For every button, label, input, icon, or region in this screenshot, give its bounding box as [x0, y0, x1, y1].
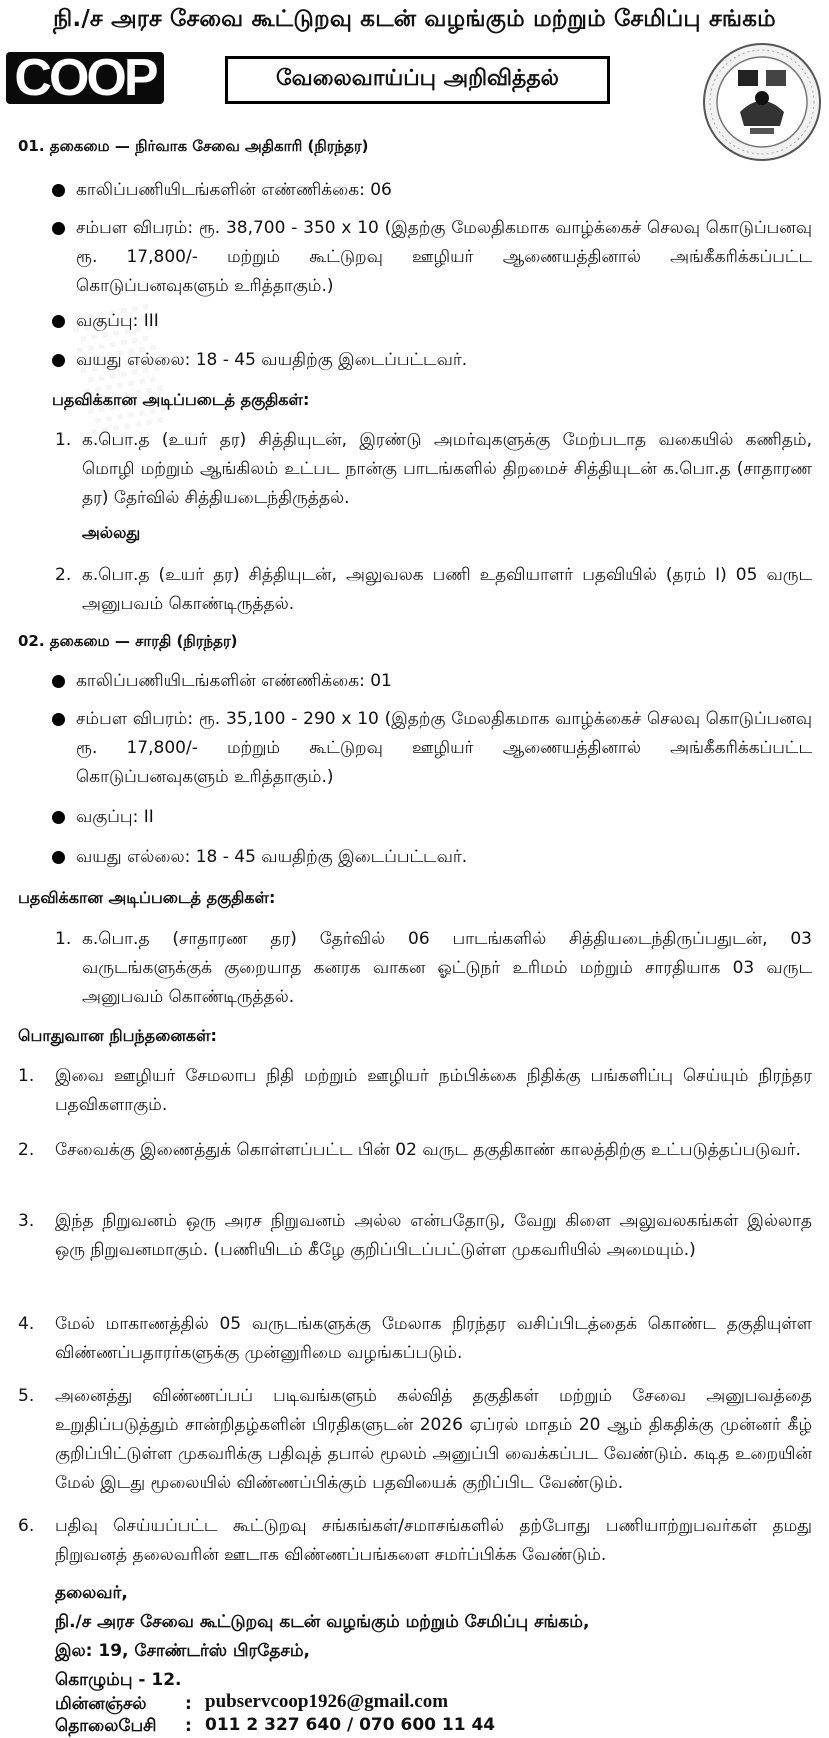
section2-grade-text: வகுப்பு: II — [76, 807, 154, 827]
section1-heading: 01. தகைமை — நிர்வாக சேவை அதிகாரி (நிரந்தர) — [18, 137, 369, 155]
general-item-number: 5. — [18, 1386, 35, 1406]
bullet-icon — [52, 354, 65, 367]
bullet-icon — [52, 184, 65, 197]
society-seal-icon — [700, 40, 824, 164]
section1-salary-text: சம்பள விபரம்: ரூ. 38,700 - 350 x 10 (இதற்கு மேலதிகமாக வாழ்க்கைச் செலவு கொடுப்பனவு ரூ. 17,800/- மற்றும் கூட்டுறவு ஊழியர் ஆணையத்தினால் அங்கீகரிக்கப்பட்ட கொடுப்பனவுகளும் உரித்தாகும்.) — [76, 218, 812, 296]
section1-qual-heading: பதவிக்கான அடிப்படைத் தகுதிகள்: — [52, 390, 310, 409]
section2-qual-heading: பதவிக்கான அடிப்படைத் தகுதிகள்: — [18, 888, 276, 907]
general-item-text: மேல் மாகாணத்தில் 05 வருடங்களுக்கு மேலாக நிரந்தர வசிப்பிடத்தைக் கொண்ட தகுதியுள்ள விண்ணப்பதாரர்களுக்கு முன்னுரிமை வழங்கப்படும். — [55, 1314, 812, 1363]
general-item-text: இந்த நிறுவனம் ஒரு அரச நிறுவனம் அல்ல என்பதோடு, வேறு கிளை அலுவலகங்கள் இல்லாத ஒரு நிறுவனமாகும். (பணியிடம் கீழே குறிப்பிடப்பட்டுள்ள முகவரியில் அமையும்.) — [55, 1211, 812, 1260]
signature-org: நி./ச அரச சேவை கூட்டுறவு கடன் வழங்கும் மற்றும் சேமிப்பு சங்கம், — [55, 1612, 590, 1632]
notice-title-box — [225, 56, 610, 104]
section1-q2-number: 2. — [55, 565, 72, 585]
section2-age-text: வயது எல்லை: 18 - 45 வயதிற்கு இடைப்பட்டவர். — [76, 847, 468, 867]
section1-q1-text: க.பொ.த (உயர் தர) சித்தியுடன், இரண்டு அமர்வுகளுக்கு மேற்படாத வகையில் கணிதம், மொழி மற்றும் ஆங்கிலம் உட்பட நான்கு பாடங்களில் திறமைச் சித்தியுடன் க.பொ.த (சாதாரண தர) தேர்வில் சித்தியடைந்திருத்தல். — [82, 430, 812, 508]
or-label: அல்லது — [82, 523, 141, 542]
general-item-text: அனைத்து விண்ணப்பப் படிவங்களும் கல்வித் தகுதிகள் மற்றும் சேவை அனுபவத்தை உறுதிப்படுத்தும் சான்றிதழ்களின் பிரதிகளுடன் 2026 ஏப்ரல் மாதம் 20 ஆம் திகதிக்கு முன்னர் கீழ் குறிப்பிட்டுள்ள முகவரிக்கு பதிவுத் தபால் மூலம் அனுப்பி வைக்கப்பட வேண்டும். கடித உறையின் மேல் இடது மூலையில் விண்ணப்பிக்கும் பதவியைக் குறிப்பிட வேண்டும். — [55, 1386, 812, 1493]
general-item-number: 3. — [18, 1211, 35, 1231]
general-item-number: 6. — [18, 1516, 35, 1536]
bullet-icon — [52, 811, 65, 824]
general-item-number: 1. — [18, 1066, 35, 1086]
general-item-text: இவை ஊழியர் சேமலாப நிதி மற்றும் ஊழியர் நம்பிக்கை நிதிக்கு பங்களிப்பு செய்யும் நிரந்தர பதவிகளாகும். — [55, 1066, 812, 1115]
phone-label: தொலைபேசி — [55, 1716, 157, 1736]
bullet-icon — [52, 222, 65, 235]
section2-q1-number: 1. — [55, 929, 72, 949]
phone-value: 011 2 327 640 / 070 600 11 44 — [205, 1715, 496, 1735]
general-heading: பொதுவான நிபந்தனைகள்: — [18, 1026, 217, 1045]
signature-title: தலைவர், — [55, 1583, 128, 1603]
section2-heading: 02. தகைமை — சாரதி (நிரந்தர) — [18, 632, 238, 650]
section2-q1-text: க.பொ.த (சாதாரண தர) தேர்வில் 06 பாடங்களில் சித்தியடைந்திருப்பதுடன், 03 வருடங்களுக்குக் குறையாத கனரக வாகன ஓட்டுநர் உரிமம் மற்றும் சாரதியாக 03 வருட அனுபவம் கொண்டிருத்தல். — [82, 929, 812, 1007]
notice-title: வேலைவாய்ப்பு அறிவித்தல் — [276, 66, 559, 91]
email-value[interactable] — [205, 1691, 448, 1713]
bullet-icon — [52, 675, 65, 688]
coop-logo — [6, 49, 164, 107]
general-item-number: 2. — [18, 1140, 35, 1160]
section2-vacancies-text: காலிப்பணியிடங்களின் எண்ணிக்கை: 01 — [76, 671, 392, 691]
general-item-text: பதிவு செய்யப்பட்ட கூட்டுறவு சங்கங்கள்/சமாசங்களில் தற்போது பணியாற்றுபவர்கள் தமது நிறுவனத் தலைவரின் ஊடாக விண்ணப்பங்களை சமர்ப்பிக்க வேண்டும். — [55, 1516, 812, 1565]
signature-address-line1: இல: 19, சோண்டர்ஸ் பிரதேசம், — [55, 1641, 310, 1661]
email-label: மின்னஞ்சல் — [55, 1694, 147, 1714]
general-item-text: சேவைக்கு இணைத்துக் கொள்ளப்பட்ட பின் 02 வருட தகுதிகாண் காலத்திற்கு உட்படுத்தப்படுவர். — [55, 1140, 801, 1160]
email-address[interactable]: pubservcoop1926@gmail.com — [205, 1691, 449, 1712]
section1-age-text: வயது எல்லை: 18 - 45 வயதிற்கு இடைப்பட்டவர். — [76, 350, 468, 370]
general-item-number: 4. — [18, 1314, 35, 1334]
section1-q2-text: க.பொ.த (உயர் தர) சித்தியுடன், அலுவலக பணி உதவியாளர் பதவியில் (தரம் I) 05 வருட அனுபவம் கொண்டிருத்தல். — [82, 565, 812, 614]
section1-vacancies-text: காலிப்பணியிடங்களின் எண்ணிக்கை: 06 — [76, 180, 392, 200]
section1-grade-text: வகுப்பு: III — [76, 311, 159, 331]
section2-salary-text: சம்பள விபரம்: ரூ. 35,100 - 290 x 10 (இதற்கு மேலதிகமாக வாழ்க்கைச் செலவு கொடுப்பனவு ரூ. 17,800/- மற்றும் கூட்டுறவு ஊழியர் ஆணையத்தினால் அங்கீகரிக்கப்பட்ட கொடுப்பனவுகளும் உரித்தாகும்.) — [76, 709, 812, 787]
signature-address-line2: கொழும்பு - 12. — [55, 1670, 182, 1690]
bullet-icon — [52, 315, 65, 328]
org-title: நி./ச அரச சேவை கூட்டுறவு கடன் வழங்கும் மற்றும் சேமிப்பு சங்கம் — [53, 6, 776, 32]
email-colon: : — [185, 1694, 192, 1714]
bullet-icon — [52, 851, 65, 864]
phone-colon: : — [185, 1716, 192, 1736]
section1-q1-number: 1. — [55, 430, 72, 450]
bullet-icon — [52, 713, 65, 726]
coop-logo-text: COOP — [14, 49, 156, 107]
